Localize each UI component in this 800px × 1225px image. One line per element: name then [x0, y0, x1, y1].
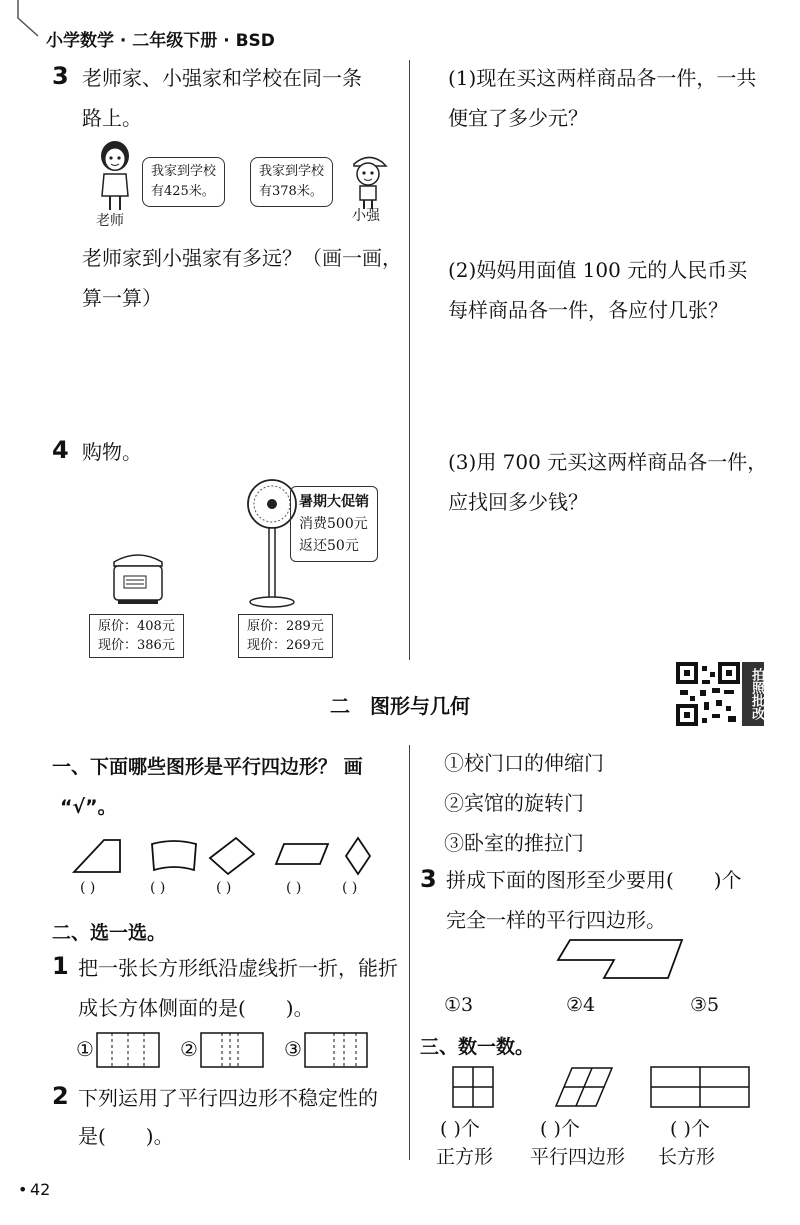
q3-text-line2: 路上。	[82, 106, 142, 130]
teacher-figure	[92, 140, 138, 212]
parallelogram-options	[70, 832, 380, 880]
answer-paren-5[interactable]: ( )	[342, 880, 358, 896]
q1-option1-figure	[96, 1032, 160, 1068]
q3-option1[interactable]: ①3	[444, 994, 474, 1016]
teacher-label: 老师	[96, 213, 124, 229]
part2-q1-line2: 成长方体侧面的是( )。	[78, 996, 314, 1020]
right-q1-line2: 便宜了多少元？	[448, 106, 588, 130]
student-bubble-line2: 有378米。	[259, 184, 323, 199]
page-number: 42	[30, 1180, 51, 1199]
count-parallelograms-figure	[554, 1066, 614, 1108]
q3-number: 3	[52, 62, 69, 90]
q3-question-line2: 算一算）	[82, 286, 162, 310]
q2-option3[interactable]: ③卧室的推拉门	[444, 831, 584, 855]
part2-q3-line2: 完全一样的平行四边形。	[446, 908, 666, 932]
part2-q1-number: 1	[52, 952, 69, 980]
count-label-rectangles: 长方形	[658, 1146, 716, 1168]
fan-original-price: 原价：289元	[247, 619, 324, 634]
right-q2-line1: (2)妈妈用面值 100 元的人民币买	[448, 258, 748, 282]
teacher-speech-bubble	[142, 157, 225, 207]
count-answer-2[interactable]: ( )个	[540, 1118, 580, 1140]
q1-option2-label[interactable]: ②	[180, 1037, 198, 1061]
corner-mark	[0, 0, 40, 40]
student-label: 小强	[352, 208, 380, 224]
q1-option1-label[interactable]: ①	[76, 1037, 94, 1061]
part3-title: 三、数一数。	[420, 1036, 535, 1058]
page-number-dot: •	[18, 1180, 28, 1199]
part2-title: 二、选一选。	[52, 922, 167, 944]
student-speech-bubble	[250, 157, 333, 207]
count-answer-1[interactable]: ( )个	[440, 1118, 480, 1140]
part2-q3-line1: 拼成下面的图形至少要用( )个	[446, 868, 742, 892]
qr-label-box[interactable]: 拍照批改	[742, 662, 764, 726]
answer-paren-4[interactable]: ( )	[286, 880, 302, 896]
promotion-rule-2: 返还50元	[299, 538, 359, 554]
fan-price-box	[238, 614, 333, 658]
rice-cooker-original-price: 原价：408元	[98, 619, 175, 634]
count-label-squares: 正方形	[436, 1146, 494, 1168]
composite-parallelogram-figure	[556, 936, 688, 982]
part2-q3-number: 3	[420, 865, 437, 893]
q3-option3[interactable]: ③5	[690, 994, 720, 1016]
part2-q2-line1: 下列运用了平行四边形不稳定性的	[78, 1086, 378, 1110]
fan-current-price: 现价：269元	[247, 638, 324, 653]
count-answer-3[interactable]: ( )个	[670, 1118, 710, 1140]
column-divider-bottom	[409, 745, 410, 1160]
shape-1-trapezoid	[74, 840, 120, 872]
rice-cooker-current-price: 现价：386元	[98, 638, 175, 653]
right-q3-line2: 应找回多少钱？	[448, 490, 588, 514]
count-label-parallelograms: 平行四边形	[530, 1146, 626, 1168]
shape-5-rhombus	[346, 838, 370, 874]
column-divider-top	[409, 60, 410, 660]
teacher-bubble-line1: 我家到学校	[151, 164, 217, 179]
part2-q1-line1: 把一张长方形纸沿虚线折一折，能折	[78, 956, 398, 980]
answer-paren-3[interactable]: ( )	[216, 880, 232, 896]
right-q2-line2: 每样商品各一件，各应付几张？	[448, 298, 728, 322]
rice-cooker-price-box	[89, 614, 184, 658]
q3-text-line1: 老师家、小强家和学校在同一条	[82, 66, 362, 90]
q1-option3-figure	[304, 1032, 368, 1068]
teacher-bubble-line2: 有425米。	[151, 184, 215, 199]
part2-q2-number: 2	[52, 1082, 69, 1110]
right-q1-line1: (1)现在买这两样商品各一件，一共	[448, 66, 757, 90]
count-rectangles-figure	[650, 1066, 750, 1108]
student-figure	[348, 152, 388, 210]
promotion-sign	[290, 486, 378, 562]
shape-2-curved	[152, 841, 196, 870]
q1-option3-label[interactable]: ③	[284, 1037, 302, 1061]
q3-option2[interactable]: ②4	[566, 994, 596, 1016]
promotion-rule-1: 消费500元	[299, 516, 368, 532]
rice-cooker-image	[108, 548, 168, 606]
part1-title-line1: 一、下面哪些图形是平行四边形？ 画	[52, 756, 363, 778]
part1-title-line2: “√”。	[60, 796, 117, 818]
count-squares-figure	[452, 1066, 494, 1108]
right-q3-line1: (3)用 700 元买这两样商品各一件，	[448, 450, 768, 474]
answer-paren-1[interactable]: ( )	[80, 880, 96, 896]
part2-q2-line2: 是( )。	[78, 1124, 174, 1148]
q4-title: 购物。	[82, 440, 142, 464]
shape-3-rectangle-tilted	[210, 838, 254, 874]
q2-option2[interactable]: ②宾馆的旋转门	[444, 791, 584, 815]
qr-code-icon[interactable]	[676, 662, 740, 726]
student-bubble-line1: 我家到学校	[259, 164, 325, 179]
q2-option1[interactable]: ①校门口的伸缩门	[444, 751, 604, 775]
q1-option2-figure	[200, 1032, 264, 1068]
page-header: 小学数学 · 二年级下册 · BSD	[46, 31, 275, 51]
shape-4-parallelogram	[276, 844, 328, 864]
q3-question-line1: 老师家到小强家有多远？（画一画，	[82, 246, 402, 270]
promotion-title: 暑期大促销	[299, 494, 369, 510]
q4-number: 4	[52, 436, 69, 464]
section-title: 二 图形与几何	[330, 694, 470, 718]
answer-paren-2[interactable]: ( )	[150, 880, 166, 896]
